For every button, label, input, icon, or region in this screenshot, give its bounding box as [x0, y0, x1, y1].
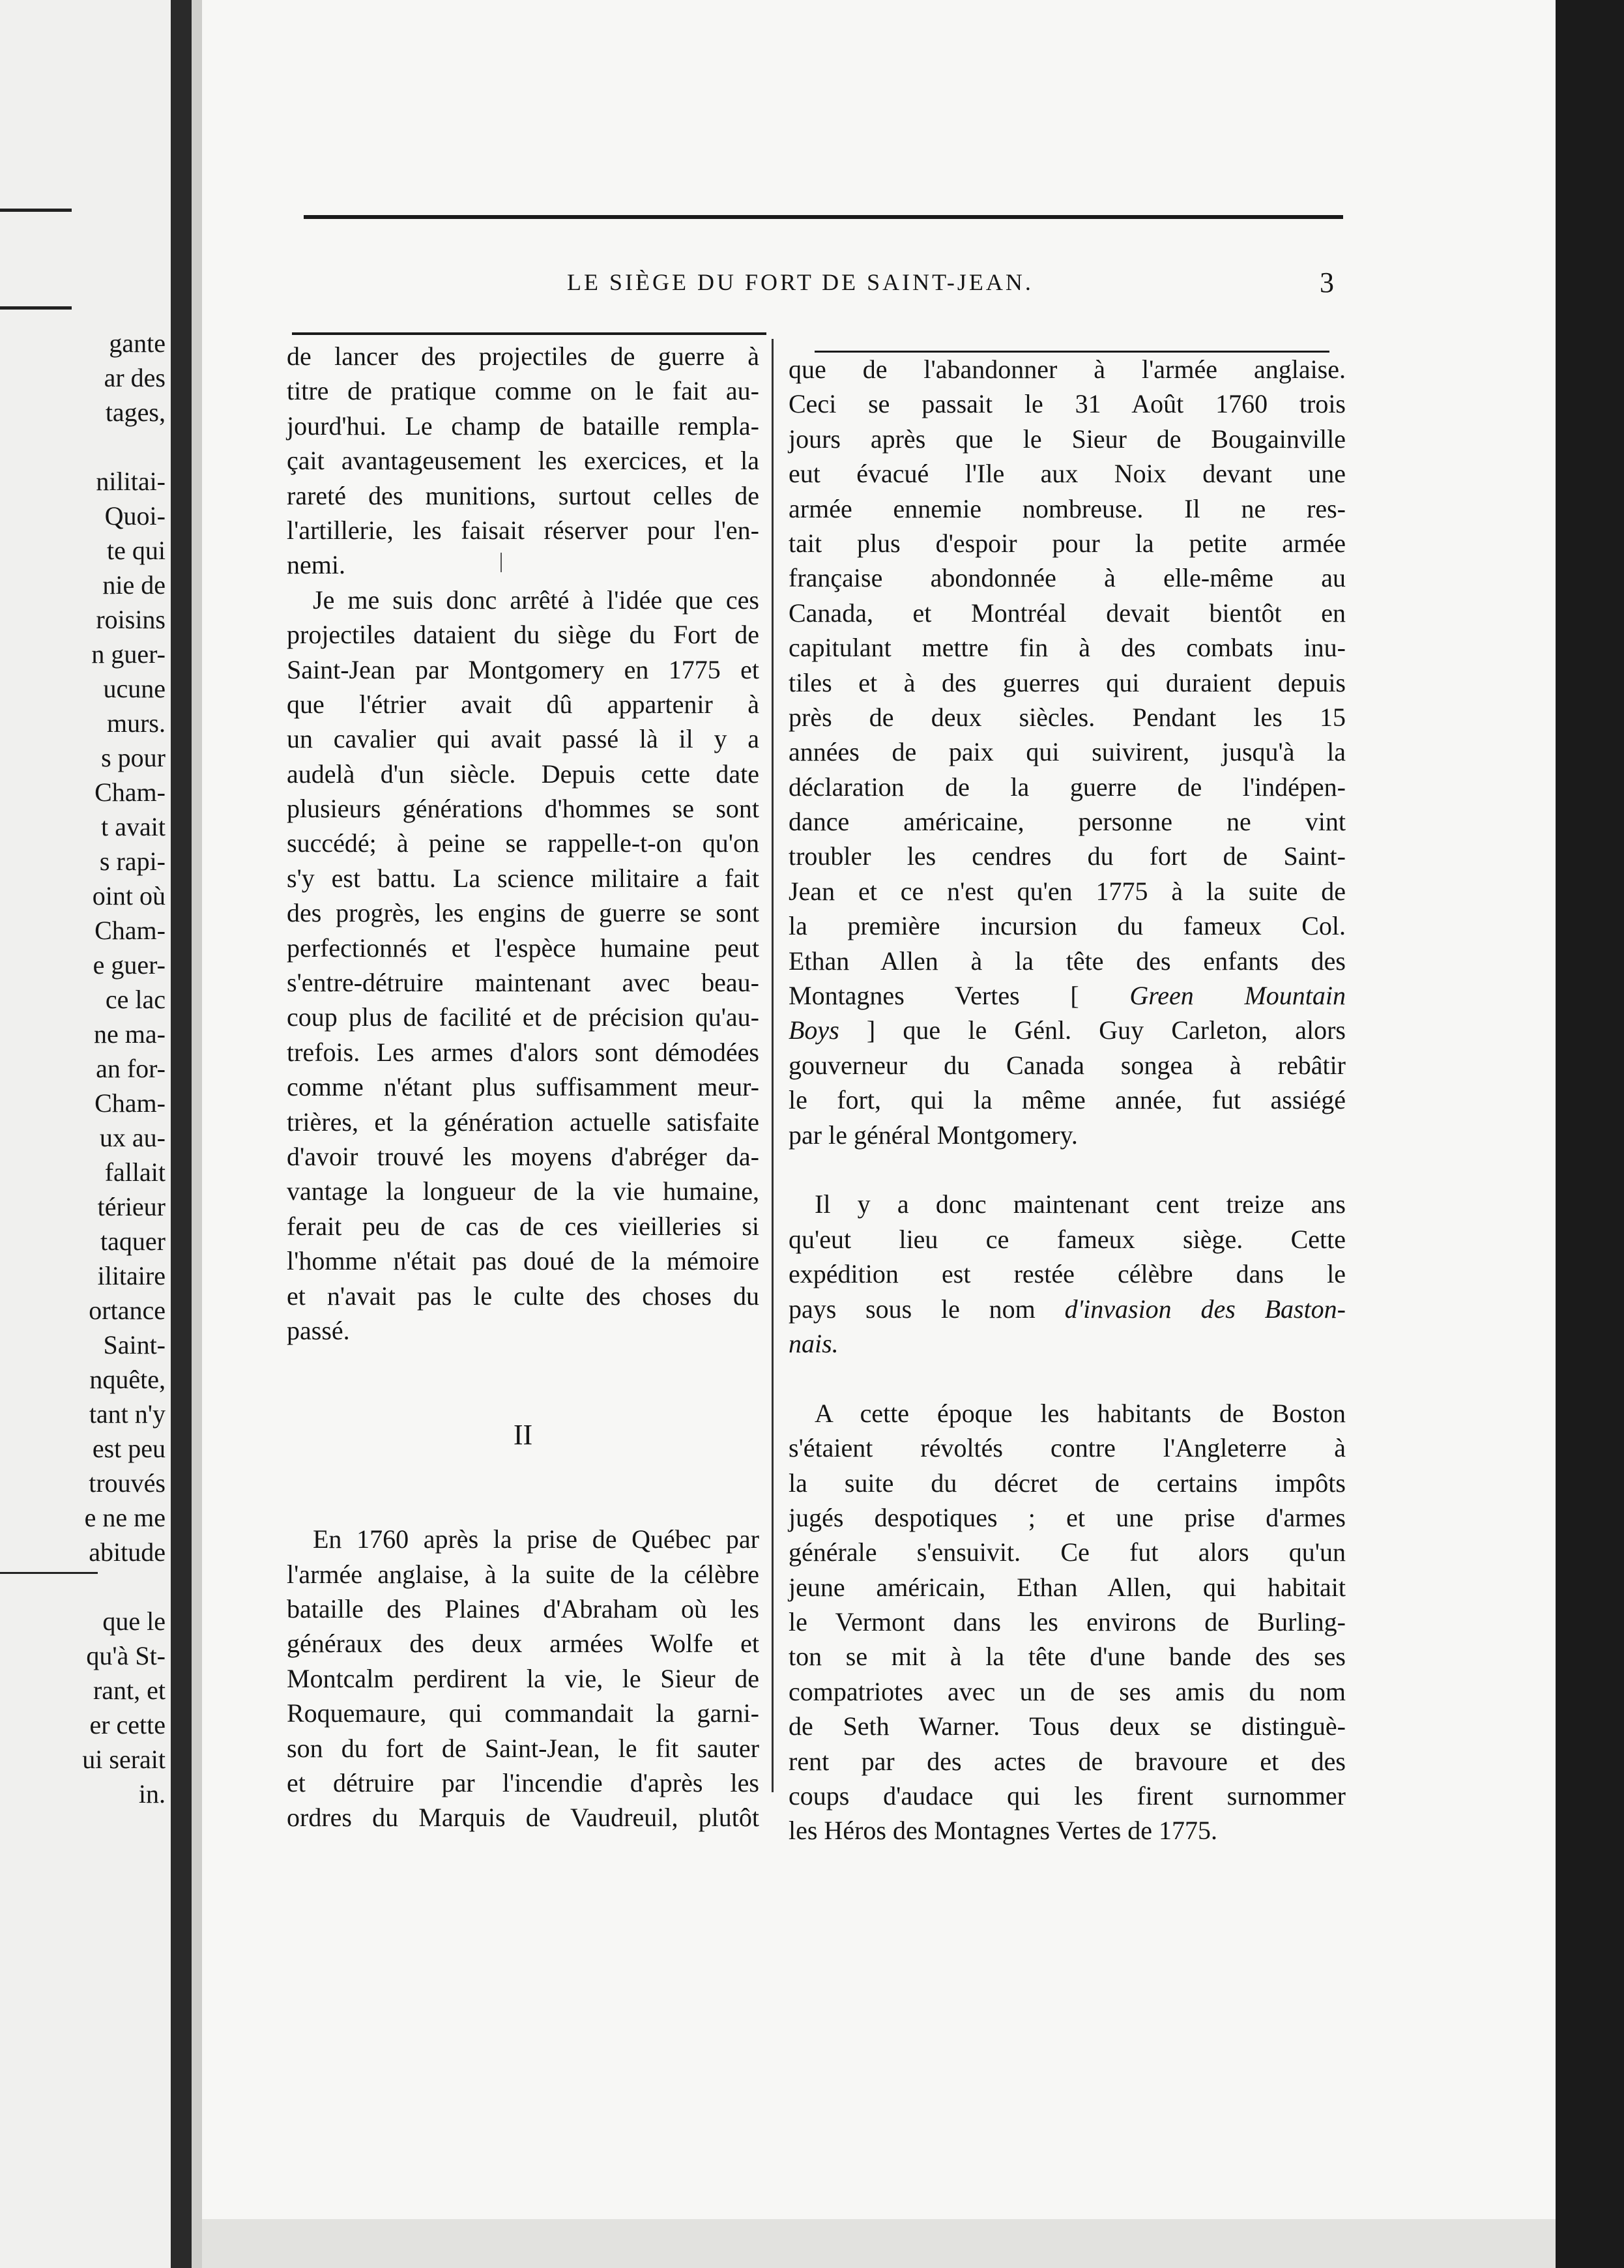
gutter-highlight [192, 0, 202, 2268]
text-line: s'entre-détruire maintenant avec beau- [287, 968, 759, 998]
previous-page-line: Cham- [94, 1088, 166, 1118]
scan-blemish [500, 553, 502, 572]
text-line: jeune américain, Ethan Allen, qui habitait [789, 1572, 1346, 1602]
previous-page-line: te qui [107, 536, 166, 565]
previous-page-line: murs. [107, 708, 166, 738]
previous-page-line: fallait [104, 1157, 166, 1187]
previous-page-line: an for- [96, 1054, 166, 1083]
previous-page-line: rant, et [93, 1676, 166, 1705]
right-column [789, 352, 1346, 1848]
text-line: la suite du décret de certains impôts [789, 1468, 1346, 1498]
text-line: que l'étrier avait dû appartenir à [287, 689, 759, 719]
text-line: trières, et la génération actuelle satisfaite [287, 1107, 759, 1137]
text-line: armée ennemie nombreuse. Il ne res- [789, 493, 1346, 523]
text-line: par le général Montgomery. [789, 1120, 1078, 1150]
previous-page-line: e ne me [84, 1503, 166, 1532]
previous-page-line: gante [109, 328, 166, 358]
previous-page-line: nquête, [89, 1365, 166, 1394]
text-line: et n'avait pas le culte des choses du [287, 1281, 759, 1311]
previous-page-line: t avait [101, 812, 166, 841]
text-line: compatriotes avec un de ses amis du nom [789, 1676, 1346, 1706]
text-line: comme n'étant plus suffisamment meur- [287, 1072, 759, 1102]
text-line: s'y est battu. La science militaire a fait [287, 863, 759, 893]
text-line: expédition est restée célèbre dans le [789, 1259, 1346, 1289]
previous-page-rule-bottom [0, 1572, 98, 1574]
previous-page-text [3, 326, 166, 1811]
text-line: générale s'ensuivit. Ce fut alors qu'un [789, 1537, 1346, 1567]
section-heading: II [513, 1419, 533, 1451]
text-line: Ethan Allen à la tête des enfants des [789, 946, 1346, 976]
text-line: audelà d'un siècle. Depuis cette date [287, 759, 759, 789]
text-line: et détruire par l'incendie d'après les [287, 1768, 759, 1798]
previous-page-line: tages, [105, 398, 166, 427]
text-line: jourd'hui. Le champ de bataille rempla- [287, 411, 759, 441]
text-line: la première incursion du fameux Col. [789, 911, 1346, 941]
previous-page-line: nilitai- [96, 467, 166, 496]
text-line: de lancer des projectiles de guerre à [287, 342, 759, 371]
previous-page-line: nie de [102, 570, 166, 600]
previous-page-line: abitude [89, 1537, 166, 1567]
previous-page-line: taquer [100, 1227, 166, 1256]
text-line: l'homme n'était pas doué de la mémoire [287, 1246, 759, 1276]
text-line: projectiles dataient du siège du Fort de [287, 620, 759, 650]
previous-page-line: térieur [97, 1192, 166, 1221]
text-line: Boys ] que le Génl. Guy Carleton, alors [789, 1015, 1346, 1045]
previous-page-line: e guer- [93, 950, 166, 980]
previous-page-rule-mid [0, 306, 72, 310]
text-line: capitulant mettre fin à des combats inu- [789, 633, 1346, 663]
previous-page-line: Saint- [103, 1330, 166, 1359]
text-line: Canada, et Montréal devait bientôt en [789, 598, 1346, 628]
text-line: succédé; à peine se rappelle-t-on qu'on [287, 828, 759, 858]
text-line: un cavalier qui avait passé là il y a [287, 724, 759, 754]
previous-page-line: ucune [103, 674, 166, 703]
text-line: de Seth Warner. Tous deux se distinguè- [789, 1711, 1346, 1741]
text-line: l'armée anglaise, à la suite de la célèbre [287, 1559, 759, 1589]
text-line: trefois. Les armes d'alors sont démodées [287, 1037, 759, 1067]
text-line: En 1760 après la prise de Québec par [313, 1524, 759, 1554]
previous-page-line: er cette [89, 1710, 166, 1739]
previous-page-line: ce lac [105, 985, 166, 1014]
text-line: perfectionnés et l'espèce humaine peut [287, 933, 759, 963]
text-line: les Héros des Montagnes Vertes de 1775. [789, 1816, 1218, 1846]
text-line: française abondonnée à elle-même au [789, 563, 1346, 593]
text-line: Montagnes Vertes [ Green Mountain [789, 981, 1346, 1011]
previous-page-line: ui serait [82, 1745, 166, 1774]
book-gutter [171, 0, 192, 2268]
text-line: Il y a donc maintenant cent treize ans [815, 1189, 1346, 1219]
previous-page-line: que le [102, 1606, 166, 1636]
column-divider [772, 339, 774, 1792]
text-line: eut évacué l'Ile aux Noix devant une [789, 459, 1346, 489]
text-line: rareté des munitions, surtout celles de [287, 480, 759, 510]
text-line: le fort, qui la même année, fut assiégé [789, 1085, 1346, 1115]
text-line: ferait peu de cas de ces vieilleries si [287, 1211, 759, 1241]
text-line: troubler les cendres du fort de Saint- [789, 841, 1346, 871]
previous-page-line: s pour [101, 743, 166, 772]
text-line: jugés despotiques ; et une prise d'armes [789, 1502, 1346, 1532]
text-line: Saint-Jean par Montgomery en 1775 et [287, 654, 759, 684]
text-line: généraux des deux armées Wolfe et [287, 1629, 759, 1659]
text-line: années de paix qui suivirent, jusqu'à la [789, 737, 1346, 767]
text-line: pays sous le nom d'invasion des Baston- [789, 1294, 1346, 1324]
blank-line [789, 1152, 1346, 1187]
previous-page-line: Cham- [94, 778, 166, 807]
previous-page-line: ortance [89, 1296, 166, 1325]
text-line: des progrès, les engins de guerre se sont [287, 898, 759, 928]
text-line: bataille des Plaines d'Abraham où les [287, 1594, 759, 1624]
text-line: Roquemaure, qui commandait la garni- [287, 1698, 759, 1728]
page-right-edge [1556, 0, 1624, 2268]
running-head: LE SIÈGE DU FORT DE SAINT-JEAN. [567, 269, 1034, 295]
blank-line [789, 1361, 1346, 1395]
text-line: Je me suis donc arrêté à l'idée que ces [313, 585, 759, 615]
page-bottom-edge [202, 2219, 1556, 2268]
previous-page-line: tant n'y [89, 1399, 166, 1429]
header-rule [304, 215, 1343, 219]
blank-line [287, 1348, 759, 1382]
text-line: tiles et à des guerres qui duraient depuis [789, 667, 1346, 697]
text-line: titre de pratique comme on le fait au- [287, 376, 759, 406]
text-line: vantage la longueur de la vie humaine, [287, 1176, 759, 1206]
text-line: nemi. [287, 550, 345, 580]
previous-page-line: ux au- [99, 1123, 166, 1152]
previous-page-line: Quoi- [104, 501, 166, 531]
text-line: A cette époque les habitants de Boston [815, 1398, 1346, 1428]
previous-page-line: Cham- [94, 916, 166, 945]
text-line: coup plus de facilité et de précision qu'au- [287, 1002, 759, 1032]
previous-page-line: roisins [96, 605, 166, 634]
text-line: plusieurs générations d'hommes se sont [287, 794, 759, 824]
text-line: que de l'abandonner à l'armée anglaise. [789, 355, 1346, 384]
previous-page-line: ilitaire [97, 1261, 166, 1290]
previous-page-line: est peu [92, 1434, 166, 1463]
text-line: son du fort de Saint-Jean, le fit sauter [287, 1733, 759, 1763]
blank-line [287, 1487, 759, 1522]
text-line: qu'eut lieu ce fameux siège. Cette [789, 1224, 1346, 1254]
previous-page-line: s rapi- [99, 847, 166, 876]
text-line: çait avantageusement les exercices, et la [287, 446, 759, 476]
text-line: Jean et ce n'est qu'en 1775 à la suite de [789, 876, 1346, 906]
text-line: le Vermont dans les environs de Burling- [789, 1607, 1346, 1637]
previous-page-line: in. [138, 1779, 166, 1809]
text-line: dance américaine, personne ne vint [789, 807, 1346, 837]
text-line: nais. [789, 1328, 839, 1358]
blank-line [287, 1453, 759, 1487]
previous-page-line: ne ma- [94, 1019, 166, 1049]
text-line: coups d'audace qui les firent surnommer [789, 1781, 1346, 1811]
text-line: passé. [287, 1315, 350, 1345]
previous-page-line: ar des [104, 363, 166, 392]
text-line: jours après que le Sieur de Bougainville [789, 424, 1346, 454]
previous-page-line: n guer- [91, 639, 166, 669]
previous-page-line: trouvés [89, 1468, 166, 1498]
previous-page-fragment [0, 0, 171, 2268]
text-line: déclaration de la guerre de l'indépen- [789, 772, 1346, 802]
left-column [287, 339, 759, 1835]
previous-page-line: oint où [92, 881, 166, 910]
text-line: tait plus d'espoir pour la petite armée [789, 528, 1346, 558]
text-line: l'artillerie, les faisait réserver pour l'en- [287, 515, 759, 545]
previous-page-line [3, 429, 166, 464]
text-line: près de deux siècles. Pendant les 15 [789, 702, 1346, 732]
text-line: gouverneur du Canada songea à rebâtir [789, 1050, 1346, 1080]
previous-page-rule-top [0, 209, 72, 212]
text-line: d'avoir trouvé les moyens d'abréger da- [287, 1141, 759, 1171]
text-line: Ceci se passait le 31 Août 1760 trois [789, 389, 1346, 419]
text-line: rent par des actes de bravoure et des [789, 1746, 1346, 1776]
text-line: ton se mit à la tête d'une bande des ses [789, 1642, 1346, 1672]
previous-page-line [3, 1569, 166, 1604]
left-column-rule [292, 332, 766, 335]
text-line: Montcalm perdirent la vie, le Sieur de [287, 1663, 759, 1693]
blank-line [287, 1383, 759, 1418]
page-number: 3 [1320, 267, 1334, 298]
text-line: ordres du Marquis de Vaudreuil, plutôt [287, 1803, 759, 1833]
text-line: s'étaient révoltés contre l'Angleterre à [789, 1433, 1346, 1463]
previous-page-line: qu'à St- [86, 1641, 166, 1670]
